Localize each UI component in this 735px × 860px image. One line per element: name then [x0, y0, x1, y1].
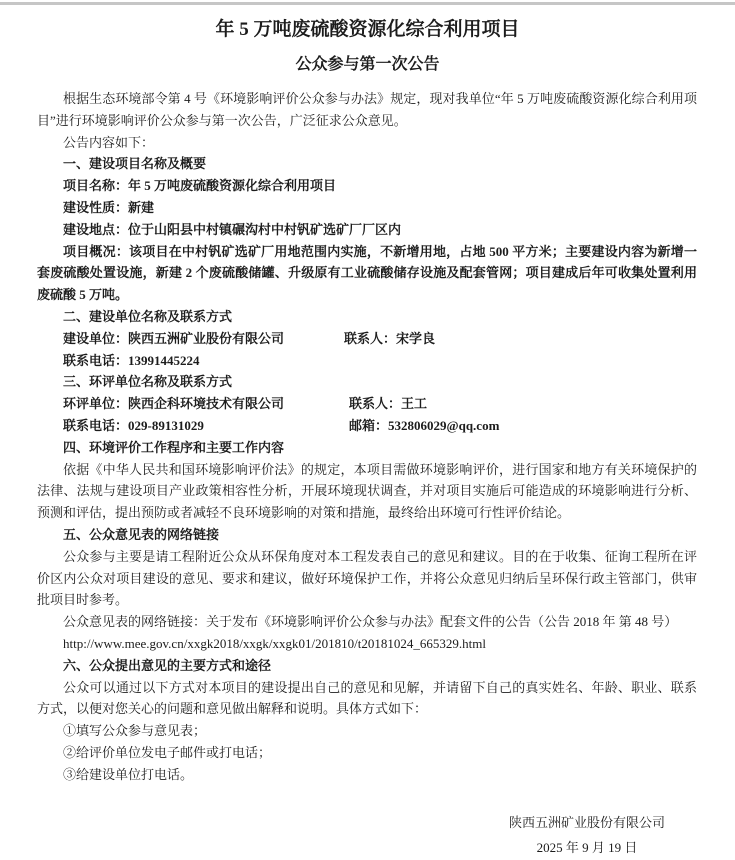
signature-company: 陕西五洲矿业股份有限公司	[508, 814, 665, 830]
feedback-methods-paragraph: 公众可以通过以下方式对本项目的建设提出自己的意见和见解，并请留下自己的真实姓名、年龄、职业、联系方式，以便对您关心的问题和意见做出解释和说明。具体方式如下：	[37, 679, 697, 717]
public-comment-form-url[interactable]: http://www.mee.gov.cn/xxgk2018/xxgk/xxgk01/201810/t20181024_665329.html	[63, 635, 486, 651]
builder-unit-line: 建设单位：陕西五洲矿业股份有限公司	[63, 330, 285, 346]
method-item-2: ②给评价单位发电子邮件或打电话；	[63, 744, 272, 760]
public-opinion-paragraph: 公众参与主要是请工程附近公众从环保角度对本工程发表自己的意见和建议。目的在于收集、征询工程所在评价区内公众对项目建设的意见、要求和建议，做好环境保护工作，并将公众意见归纳后呈环保行政主管部门，供审批项目时参考。	[37, 548, 697, 608]
construction-site-line: 建设地点：位于山阳县中村镇碾沟村中村钒矿选矿厂厂区内	[63, 221, 402, 237]
document-body	[37, 88, 697, 860]
eia-unit-row	[37, 393, 697, 415]
eia-contact-line: 联系人：王工	[349, 396, 428, 412]
eia-email-line: 邮箱：532806029@qq.com	[349, 417, 500, 433]
notice-lead: 公告内容如下：	[63, 134, 155, 150]
announcement-document	[0, 2, 735, 855]
page-top-divider	[0, 2, 735, 5]
project-name-line: 项目名称：年 5 万吨废硫酸资源化综合利用项目	[63, 178, 337, 194]
builder-contact-line: 联系人：宋学良	[344, 330, 436, 346]
builder-unit-row	[37, 328, 697, 350]
method-item-1: ①填写公众参与意见表；	[63, 723, 207, 739]
eia-phone-row	[37, 415, 697, 437]
eia-procedure-paragraph: 依据《中华人民共和国环境影响评价法》的规定，本项目需做环境影响评价，进行国家和地方有关环境保护的法律、法规与建设项目产业政策相容性分析，开展环境现状调查，并对项目实施后可能造成的环境影响进行分析、预测和评估，提出预防或者减轻不良环境影响的对策和措施，最终给出环境可行性评价结论。	[37, 461, 697, 521]
section6-heading: 六、公众提出意见的主要方式和途径	[63, 657, 272, 673]
opinion-form-link-label: 公众意见表的网络链接：关于发布《环境影响评价公众参与办法》配套文件的公告（公告 2018 年 第 48 号）	[63, 614, 678, 630]
section5-heading: 五、公众意见表的网络链接	[63, 526, 220, 542]
intro-paragraph: 根据生态环境部令第 4 号《环境影响评价公众参与办法》规定，现对我单位“年 5 万吨废硫酸资源化综合利用项目”进行环境影响评价公众参与第一次公告，广泛征求公众意见。	[37, 91, 697, 128]
project-overview-paragraph: 项目概况：该项目在中村钒矿选矿厂用地范围内实施，不新增用地，占地 500 平方米；主要建设内容为新增一套废硫酸处置设施，新建 2 个废硫酸储罐、升级原有工业硫酸储存设施及配套管网；项目建成后年可收集处置利用废硫酸 5 万吨。	[37, 243, 697, 303]
opinion-form-url-line	[37, 633, 697, 655]
builder-phone-line: 联系电话：13991445224	[63, 352, 200, 368]
section3-heading: 三、环评单位名称及联系方式	[63, 374, 233, 390]
section4-heading: 四、环境评价工作程序和主要工作内容	[63, 439, 285, 455]
eia-unit-line: 环评单位：陕西企科环境技术有限公司	[63, 396, 285, 412]
eia-phone-line: 联系电话：029-89131029	[63, 417, 204, 433]
document-subtitle: 公众参与第一次公告	[295, 56, 440, 73]
signature-block	[477, 810, 697, 860]
section2-heading: 二、建设单位名称及联系方式	[63, 308, 233, 324]
document-title: 年 5 万吨废硫酸资源化综合利用项目	[215, 19, 520, 40]
construction-nature-line: 建设性质：新建	[63, 199, 155, 215]
signature-date: 2025 年 9 月 19 日	[536, 839, 638, 855]
section1-heading: 一、建设项目名称及概要	[63, 156, 207, 172]
method-item-3: ③给建设单位打电话。	[63, 766, 194, 782]
